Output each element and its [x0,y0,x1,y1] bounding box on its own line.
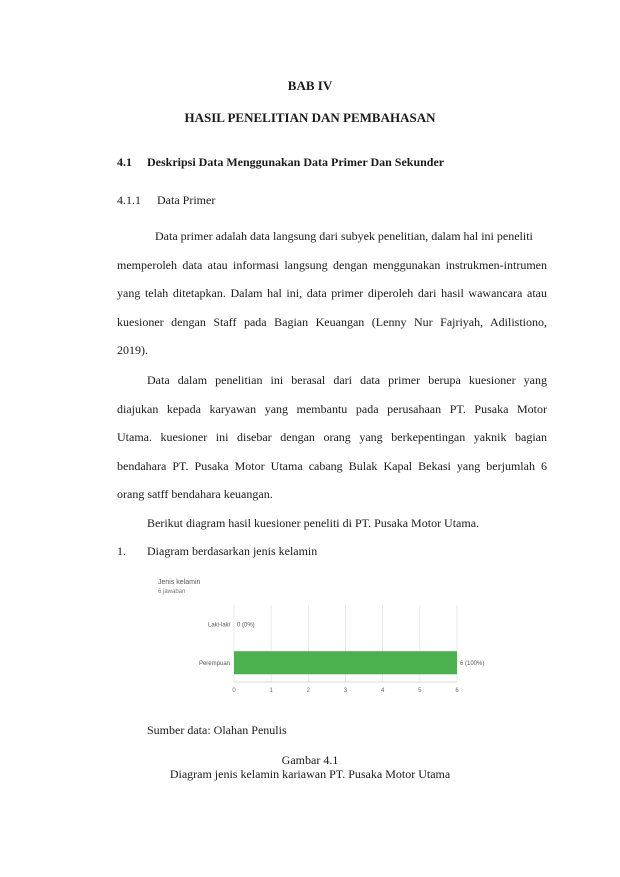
subsection-number: 4.1.1 [117,193,141,207]
section-number: 4.1 [117,155,132,169]
paragraph-line: bendahara PT. Pusaka Motor Utama cabang Bulak Kapal Bekasi yang berjumlah 6 [117,459,547,473]
paragraph-line: Data primer adalah data langsung dari subyek penelitian, dalam hal ini peneliti [155,229,533,243]
paragraph-line: memperoleh data atau informasi langsung dengan menggunakan instrukmen-intrumen [117,258,547,272]
figure-number: Gambar 4.1 [281,753,339,767]
paragraph-line: Utama. kuesioner ini disebar dengan orang yang berkepentingan yaknik bagian [117,430,547,444]
chart-data-label: 0 (0%) [237,622,255,629]
source-note: Sumber data: Olahan Penulis [147,723,287,737]
chart-tick-label: 4 [380,688,385,694]
chart-category-label: Laki-laki [207,622,230,629]
chart-title: Jenis kelamin [158,579,201,586]
paragraph-line: 2019). [117,343,148,357]
paragraph-line: diajukan kepada karyawan yang membantu pada perusahaan PT. Pusaka Motor [117,402,547,416]
chart-category-label: Perempuan [198,660,230,667]
chart-tick-label: 1 [269,688,273,694]
figure-caption: Diagram jenis kelamin kariawan PT. Pusaka Motor Utama [169,767,451,781]
paragraph-line: kuesioner dengan Staff pada Bagian Keuangan (Lenny Nur Fajriyah, Adilistiono, [117,315,547,329]
chart-bar [234,651,457,674]
paragraph-line: yang telah ditetapkan. Dalam hal ini, data primer diperoleh dari hasil wawancara atau [117,286,547,300]
chart-tick-label: 2 [306,688,311,694]
chart-tick-label: 0 [232,688,236,694]
gender-bar-chart [150,575,485,700]
chart-bars [234,651,457,674]
chart-tick-label: 6 [455,688,459,694]
paragraph-line: Berikut diagram hasil kuesioner peneliti di PT. Pusaka Motor Utama. [147,516,480,530]
section-title: Deskripsi Data Menggunakan Data Primer Dan Sekunder [147,155,445,169]
chart-data-label: 6 (100%) [460,660,485,667]
list-number: 1. [117,544,126,558]
chapter-heading: BAB IV [287,78,333,93]
subsection-title: Data Primer [157,193,216,207]
chart-tick-label: 5 [418,688,422,694]
chart-tick-label: 3 [343,688,348,694]
paragraph-line: Data dalam penelitian ini berasal dari data primer berupa kuesioner yang [147,373,547,387]
paragraph-line: orang satff bendahara keuangan. [117,487,273,501]
chapter-title: HASIL PENELITIAN DAN PEMBAHASAN [184,110,436,125]
chart-subtitle: 6 jawaban [158,589,186,595]
list-text: Diagram berdasarkan jenis kelamin [147,544,318,558]
